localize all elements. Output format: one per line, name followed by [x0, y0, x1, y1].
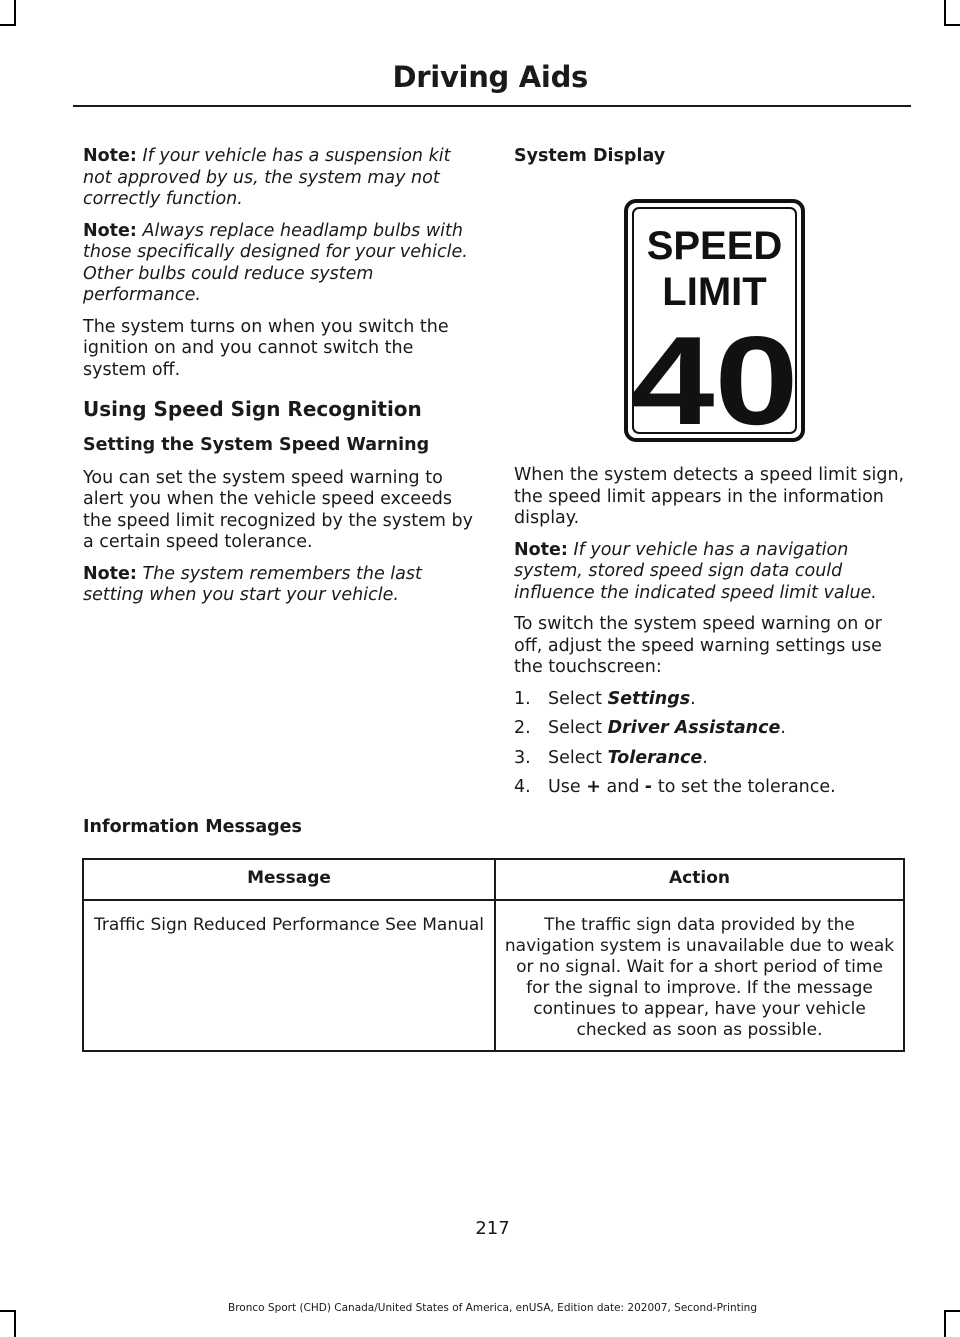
note-suspension	[83, 146, 478, 211]
step-suffix: to set the tolerance.	[652, 777, 836, 797]
step-suffix: .	[702, 747, 708, 768]
crop-mark	[944, 24, 960, 26]
right-column-body	[514, 465, 912, 807]
step-emphasis: +	[586, 777, 601, 797]
footer-edition-text: Bronco Sport (CHD) Canada/United States of America, enUSA, Edition date: 202007, Second-Printing	[228, 1302, 757, 1314]
section-heading: Using Speed Sign Recognition	[83, 397, 422, 421]
step-text	[548, 689, 696, 711]
note-text: The system remembers the last setting when you start your vehicle.	[83, 563, 422, 605]
table-header-row	[83, 859, 904, 900]
step-number: 1.	[514, 688, 531, 709]
system-on-paragraph: The system turns on when you switch the ignition on and you cannot switch the system off.	[83, 316, 449, 380]
subsection-heading: Setting the System Speed Warning	[83, 435, 430, 455]
sign-speed-text: SPEED	[646, 224, 783, 268]
step-emphasis: -	[645, 777, 653, 797]
note-remembers	[83, 564, 478, 607]
column-header-action: Action	[495, 859, 904, 900]
step-emphasis: Settings	[607, 688, 691, 709]
sign-limit-text: LIMIT	[662, 270, 767, 314]
step-prefix: Select	[548, 688, 608, 709]
note-text: If your vehicle has a suspension kit not approved by us, the system may not correctly function.	[83, 146, 451, 209]
note-text: If your vehicle has a navigation system, stored speed sign data could influence the indicated speed limit value.	[514, 539, 877, 603]
list-item	[514, 777, 912, 799]
step-text	[548, 748, 708, 770]
information-messages-table	[82, 858, 905, 1052]
steps-list	[514, 689, 912, 799]
switch-paragraph: To switch the system speed warning on or off, adjust the speed warning settings use the touchscreen:	[514, 614, 882, 677]
note-label: Note:	[83, 146, 137, 166]
note-label: Note:	[83, 220, 137, 241]
message-cell: Traffic Sign Reduced Performance See Manual	[83, 900, 495, 1051]
list-item	[514, 748, 912, 770]
step-prefix: Select	[548, 747, 608, 768]
column-header-message: Message	[83, 859, 495, 900]
note-label: Note:	[83, 563, 137, 584]
crop-mark	[14, 0, 16, 26]
detects-paragraph: When the system detects a speed limit sign, the speed limit appears in the information display.	[514, 465, 905, 528]
step-number: 2.	[514, 718, 531, 738]
sign-value-text: 40	[630, 310, 799, 442]
list-item	[514, 718, 912, 740]
step-number: 3.	[514, 747, 531, 768]
note-text: Always replace headlamp bulbs with those specifically designed for your vehicle. Other bulbs could reduce system performance.	[83, 220, 468, 305]
step-suffix: .	[690, 688, 696, 709]
crop-mark	[14, 1310, 16, 1337]
step-number: 4.	[514, 777, 531, 797]
crop-mark	[0, 24, 16, 26]
speed-limit-sign-illustration	[624, 199, 805, 442]
list-item	[514, 689, 912, 711]
crop-mark	[944, 0, 946, 26]
step-emphasis: Driver Assistance	[607, 718, 781, 738]
note-headlamp	[83, 221, 478, 307]
crop-mark	[944, 1310, 946, 1337]
step-suffix: .	[780, 718, 786, 738]
table-row	[83, 900, 904, 1051]
step-prefix: Select	[548, 718, 608, 738]
system-display-heading: System Display	[514, 146, 666, 166]
right-column-heading-area	[514, 146, 912, 178]
step-text	[548, 718, 786, 740]
step-prefix: Use	[548, 777, 587, 797]
note-label: Note:	[514, 539, 568, 560]
information-messages-heading: Information Messages	[83, 817, 302, 837]
page-number: 217	[475, 1218, 510, 1239]
left-column	[83, 146, 478, 617]
page-title: Driving Aids	[392, 60, 588, 94]
step-emphasis: Tolerance	[607, 747, 703, 768]
step-text	[548, 777, 836, 799]
action-cell: The traffic sign data provided by the navigation system is unavailable due to weak or no signal. Wait for a short period of time for the signal to improve. If the message continues to appear, have your vehicle checked as soon as possible.	[495, 900, 904, 1051]
step-middle: and	[600, 777, 645, 797]
header-divider	[73, 105, 911, 107]
speed-warning-paragraph: You can set the system speed warning to alert you when the vehicle speed exceeds the speed limit recognized by the system by a certain speed tolerance.	[83, 467, 473, 552]
note-navigation	[514, 540, 912, 605]
